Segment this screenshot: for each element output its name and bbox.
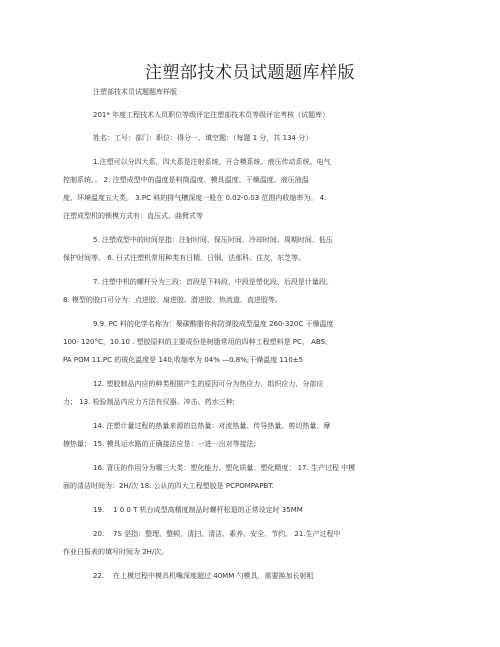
question-line: 20. 7S 是指：整理、整顿、清扫、清洁、素养、安全、节约。 21.生产过程中	[93, 530, 341, 538]
question-line: 22. 在上模过程中模具机嘴深度超过 40MM 勺模具，需要换加长射咀	[93, 572, 314, 580]
question-line: 度、环境温度五大类。 3.PC 料的排气槽深度一般在 0.02-0.03 范围内收缩率为。 4.	[63, 194, 327, 202]
question-line: 力； 13. 检验制品内应力方法有仪器、冲击、药水三种;	[63, 398, 235, 406]
question-line: 注塑成型机的锁模方式有：直压式、曲臂式等	[63, 212, 203, 220]
question-line: PA POM 11.PC 的玻化温度是 140,收缩率为 04% —0.8%;干燥温度 110±5	[63, 356, 304, 364]
question-line: 7. 注塑中机的螺杆分为三段：首段是下料段、中段是塑化段、后段是计量段。	[93, 278, 333, 286]
document-title: 注塑部技术员试题题库样版	[145, 63, 355, 83]
question-line: 作业日报表的填写时间为 2H/次。	[63, 548, 169, 556]
question-line: 100- 120°C，10.10 . 塑胶原料的主要成份是树脂常用的四种工程塑料是 PC、 ABS、	[63, 338, 333, 346]
subtitle-line: 注塑部技术员试题题库样版	[93, 88, 177, 96]
exam-info-line: 姓名：工号：部门：职位：得分一、填空题：（每题 1 分，共 134 分）	[93, 134, 313, 142]
exam-heading-line: 201* 年度工程技术人员职位等级评定注塑部技术员等级评定考核（试题库）	[93, 111, 330, 119]
question-line: 8. 模型的胶口可分为：点进胶、扇进胶、潜进胶、热流道、直进胶等。	[63, 296, 282, 304]
question-line: 14. 注塑计量过程的热量来源的总热量：对流热量、传导热量、剪切热量、摩	[93, 422, 331, 430]
question-line: 19. 1 0 0 T 机台成型高精度制品时螺杆松退的正常设定时 35MM	[93, 506, 303, 514]
question-line: 16. 背压的作用分为哪三大类：塑化能力、塑化质量、塑化精度； 17. 生产过程 中模	[93, 464, 356, 472]
question-line: 12. 塑胶制品内应的种类根据产生的原因可分为热应力、组织应力、分部应	[93, 380, 324, 388]
question-line: 9.9. PC 料的化学名称为：聚碳酸脂你称防弹胶成型温度 260-320C 干燥温度	[93, 320, 334, 328]
question-line: 保护时间等。 6. 日式注塑机常用种类有日精、日钢、法那科、住友、东芝等。	[63, 254, 306, 262]
question-line: 1.注塑可以分四大系，四大系是注射系统、开合模系统、液压传动系统、电气	[93, 158, 331, 166]
question-line: 擦热量； 15. 模具运水路的正确接法应是：一进一出对等接法;	[63, 440, 256, 448]
question-line: 5. 注塑成型中的时间是指：注射时间、保压时间、冷却时间、周期时间、低压	[93, 236, 333, 244]
question-line: 面的清洁时间为：2H/次 18. 公认的四大工程塑胶是 PCPOMPAPBT.	[63, 482, 275, 490]
question-line: 控制系统、。 2. 注塑成型中的温度是料筒温度、模具温度、干燥温度、液压油温	[63, 176, 309, 184]
